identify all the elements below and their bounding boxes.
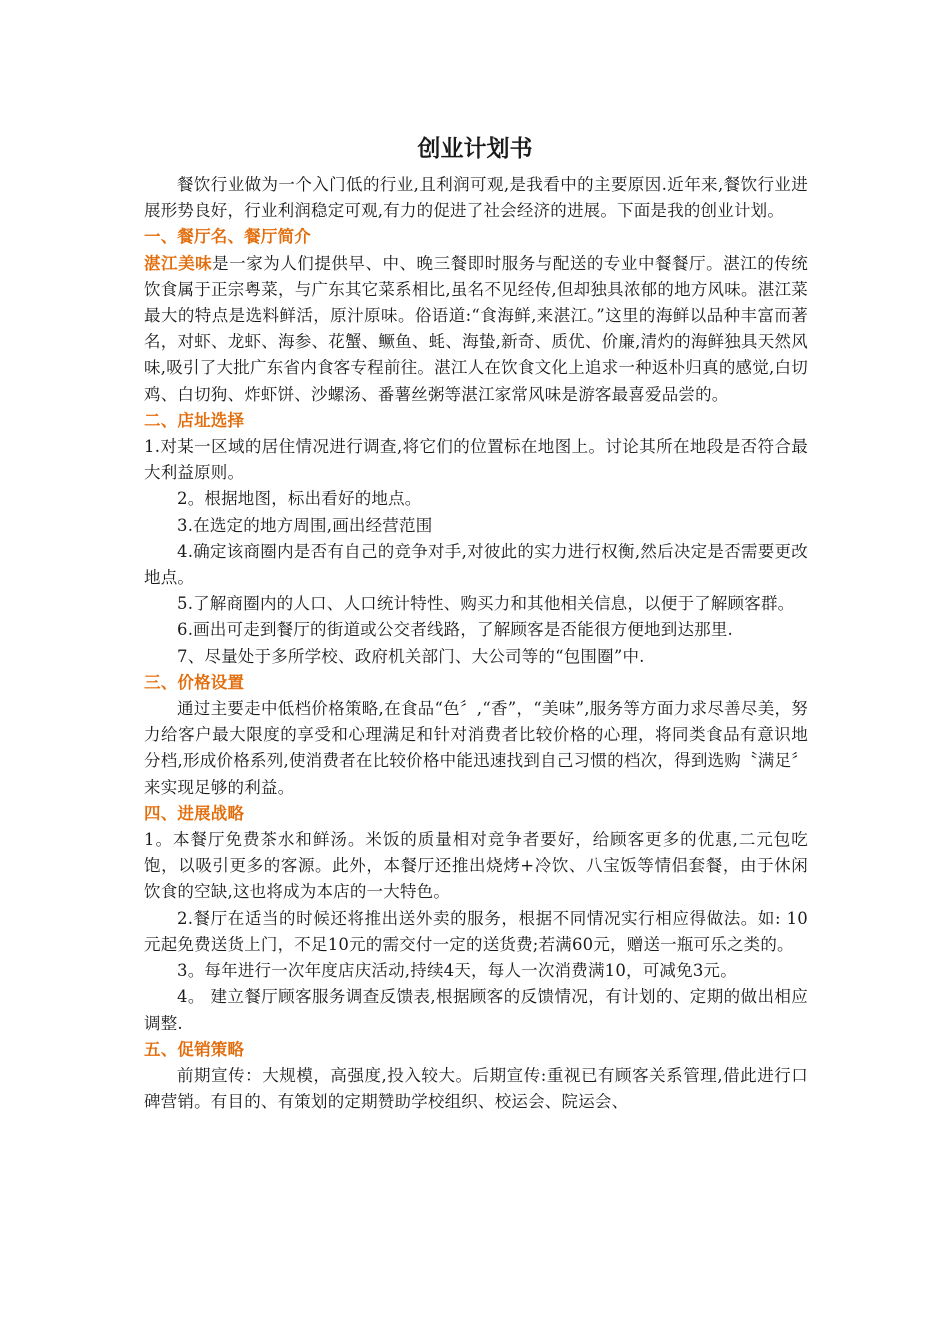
promotion-paragraph: 前期宣传：大规模，高强度,投入较大。后期宣传:重视已有顾客关系管理,借此进行口碑营销。有目的、有策划的定期赞助学校组织、校运会、院运会、: [144, 1065, 808, 1112]
location-item-3: 3.在选定的地方周围,画出经营范围: [177, 515, 433, 535]
location-item-6: 6.画出可走到餐厅的街道或公交者线路，了解顾客是否能很方便地到达那里.: [177, 620, 733, 640]
document-body: [144, 172, 808, 1115]
section-heading-strategy: 四、进展战略: [144, 803, 245, 823]
location-item-5: 5.了解商圈内的人口、人口统计特性、购买力和其他相关信息，以便于了解顾客群。: [177, 594, 795, 614]
strategy-item-4: 4。 建立餐厅顾客服务调查反馈表,根据顾客的反馈情况，有计划的、定期的做出相应调整.: [144, 987, 808, 1033]
section-heading-restaurant: 一、餐厅名、餐厅简介: [144, 227, 311, 247]
strategy-item-3: 3。每年进行一次年度店庆活动,持续4天，每人一次消费满10，可减免3元。: [177, 961, 737, 981]
strategy-item-2: 2.餐厅在适当的时候还将推出送外卖的服务，根据不同情况实行相应得做法。如: 10元起免费送货上门，不足10元的需交付一定的送货费;若满60元，赠送一瓶可乐之类的。: [144, 908, 808, 954]
brand-name: 湛江美味: [144, 253, 213, 273]
restaurant-intro-text: 是一家为人们提供早、中、晚三餐即时服务与配送的专业中餐餐厅。湛江的传统饮食属于正宗粤菜，与广东其它菜系相比,虽名不见经传,但却独具浓郁的地方风味。湛江菜最大的特点是选料鲜活，原汁原味。俗语道:“食海鲜,来湛江。”这里的海鲜以品种丰富而著名，对虾、龙虾、海参、花蟹、鳜鱼、蚝、海蛰,新奇、质优、价廉,清灼的海鲜独具天然风味,吸引了大批广东省内食客专程前往。湛江人在饮食文化上追求一种返朴归真的感觉,白切鸡、白切狗、炸虾饼、沙螺汤、番薯丝粥等湛江家常风味是游客最喜爱品尝的。: [144, 253, 808, 404]
section-heading-location: 二、店址选择: [144, 410, 245, 430]
location-item-4: 4.确定该商圈内是否有自己的竞争对手,对彼此的实力进行权衡,然后决定是否需要更改地点。: [144, 541, 808, 588]
location-item-1: 1.对某一区域的居住情况进行调查,将它们的位置标在地图上。讨论其所在地段是否符合最大利益原则。: [144, 437, 808, 483]
intro-paragraph: 餐饮行业做为一个入门低的行业,且利润可观,是我看中的主要原因.近年来,餐饮行业进展形势良好，行业利润稳定可观,有力的促进了社会经济的进展。下面是我的创业计划。: [144, 175, 808, 221]
restaurant-intro-paragraph: [144, 251, 808, 408]
location-item-2: 2。根据地图，标出看好的地点。: [177, 489, 422, 509]
pricing-paragraph: 通过主要走中低档价格策略,在食品“色〞,“香”，“美味”,服务等方面力求尽善尽美，努力给客户最大限度的享受和心理满足和针对消费者比较价格的心理，将同类食品有意识地分档,形成价格系列,使消费者在比较价格中能迅速找到自己习惯的档次，得到选购〝满足〞来实现足够的利益。: [144, 699, 808, 797]
section-heading-promotion: 五、促销策略: [144, 1039, 245, 1059]
section-heading-pricing: 三、价格设置: [144, 672, 245, 692]
strategy-item-1: 1。本餐厅免费茶水和鲜汤。米饭的质量相对竞争者要好，给顾客更多的优惠,二元包吃饱，以吸引更多的客源。此外，本餐厅还推出烧烤+冷饮、八宝饭等情侣套餐，由于休闲饮食的空缺,这也将成为本店的一大特色。: [144, 830, 808, 902]
document-title: 创业计划书: [417, 136, 533, 162]
location-item-7: 7、尽量处于多所学校、政府机关部门、大公司等的“包围圈”中.: [177, 646, 645, 666]
